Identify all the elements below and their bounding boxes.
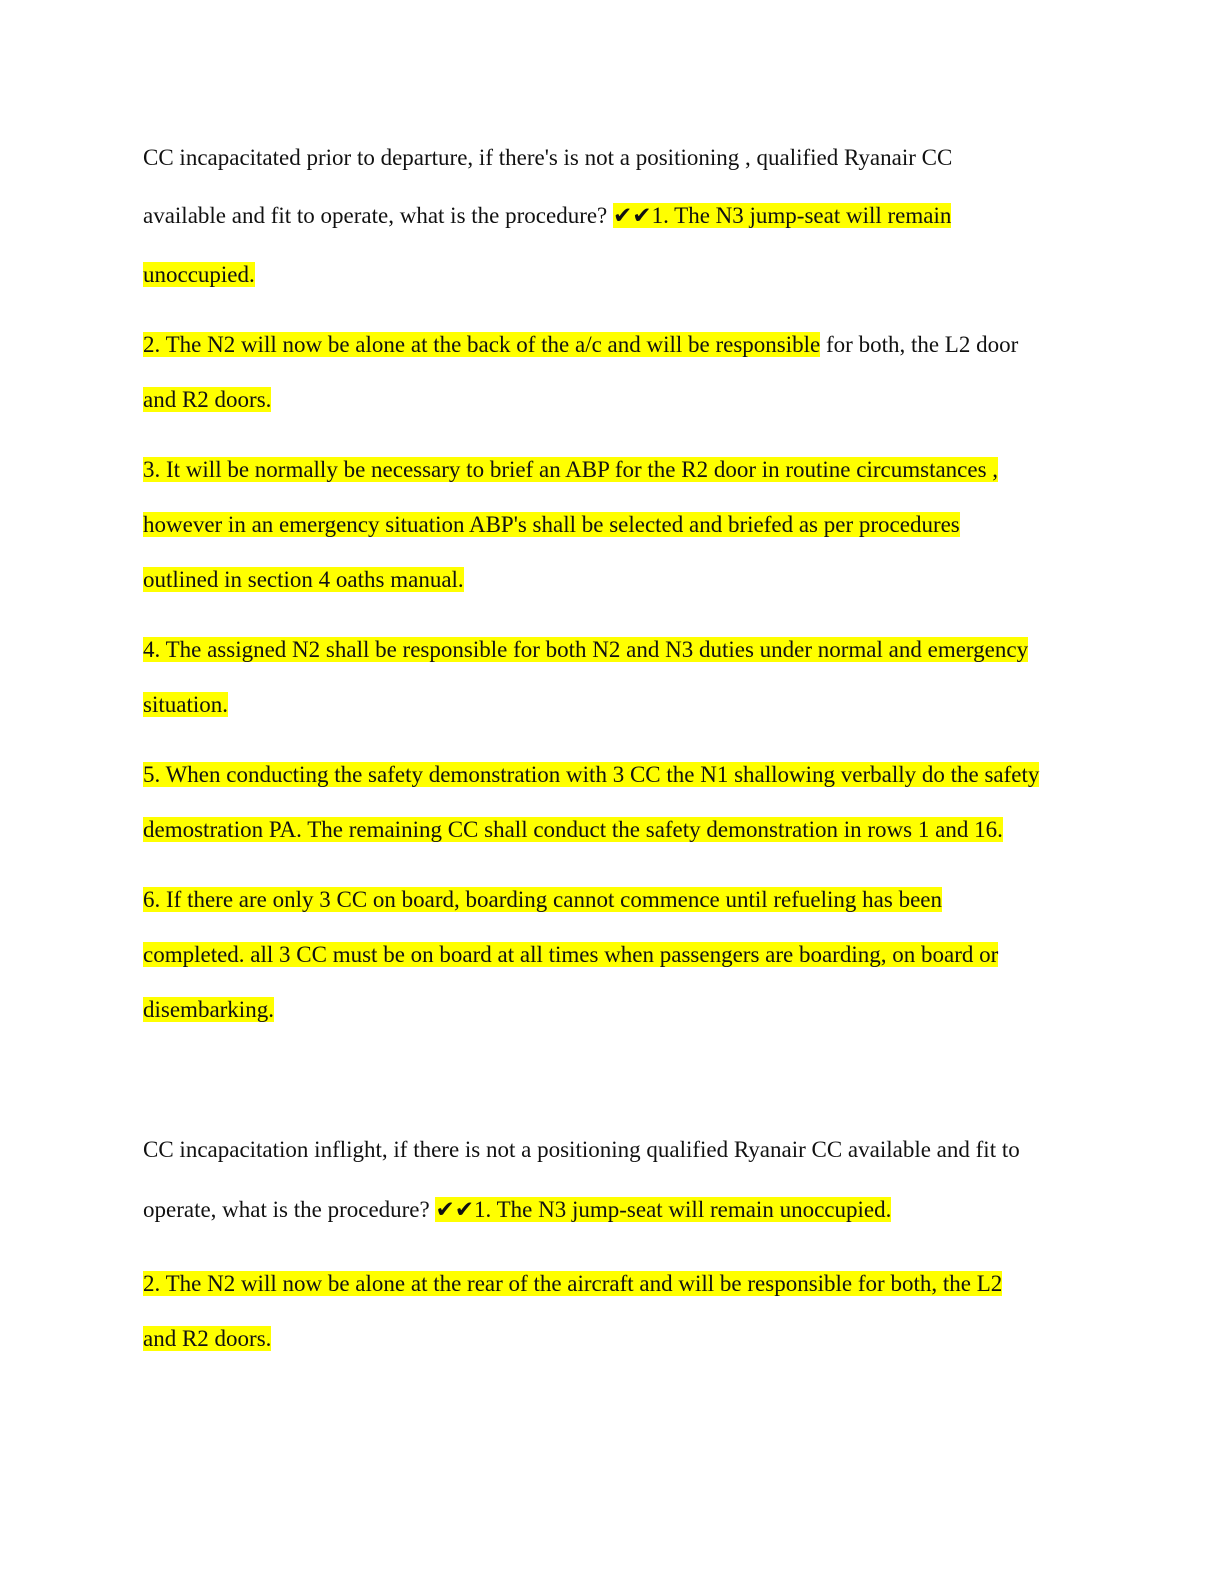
answer1-highlight: unoccupied. — [143, 262, 255, 287]
answer1-item3-line3 — [143, 564, 464, 596]
answer1-item6-line3 — [143, 994, 274, 1026]
answer1-item5-highlight: 5. When conducting the safety demonstration with 3 CC the N1 shallowing verbally do the safety — [143, 762, 1040, 787]
answer1-item4-line2 — [143, 689, 228, 721]
answer1-item5-highlight: demostration PA. The remaining CC shall conduct the safety demonstration in rows 1 and 16. — [143, 817, 1003, 842]
answer1-item6-highlight: completed. all 3 CC must be on board at all times when passengers are boarding, on board or — [143, 942, 999, 967]
question2-text: operate, what is the procedure? — [143, 1197, 436, 1222]
answer1-item4-highlight: situation. — [143, 692, 228, 717]
answer1-highlight: ✔✔1. The N3 jump-seat will remain — [613, 203, 952, 228]
question1-line2 — [143, 200, 951, 232]
answer1-item2-highlight: 2. The N2 will now be alone at the back of the a/c and will be responsible — [143, 332, 821, 357]
question2-line1 — [143, 1134, 1020, 1166]
answer1-item3-line1 — [143, 454, 998, 486]
answer2-highlight: ✔✔1. The N3 jump-seat will remain unoccupied. — [435, 1197, 892, 1222]
answer1-item6-highlight: disembarking. — [143, 997, 274, 1022]
answer1-item2-line2 — [143, 384, 271, 416]
answer1-item4-highlight: 4. The assigned N2 shall be responsible for both N2 and N3 duties under normal and emergency — [143, 637, 1029, 662]
answer1-item6-highlight: 6. If there are only 3 CC on board, boarding cannot commence until refueling has been — [143, 887, 942, 912]
answer1-item3-highlight: 3. It will be normally be necessary to brief an ABP for the R2 door in routine circumstances , — [143, 457, 999, 482]
answer1-item5-line1 — [143, 759, 1039, 791]
answer1-item2-plain: for both, the L2 door — [820, 332, 1019, 357]
answer1-item3-highlight: however in an emergency situation ABP's shall be selected and briefed as per procedures — [143, 512, 960, 537]
answer1-item2-line1 — [143, 329, 1018, 361]
question1-text: available and fit to operate, what is the procedure? — [143, 203, 614, 228]
answer1-item6-line1 — [143, 884, 942, 916]
answer1-item3-line2 — [143, 509, 960, 541]
answer1-item4-line1 — [143, 634, 1028, 666]
answer1-item6-line2 — [143, 939, 998, 971]
answer1-item5-line2 — [143, 814, 1003, 846]
question1-line1 — [143, 142, 952, 174]
answer1-item3-highlight: outlined in section 4 oaths manual. — [143, 567, 464, 592]
answer2-item2-line2 — [143, 1323, 271, 1355]
answer2-item2-highlight: and R2 doors. — [143, 1326, 272, 1351]
answer2-item2-highlight: 2. The N2 will now be alone at the rear of the aircraft and will be responsible for both, the L2 — [143, 1271, 1003, 1296]
answer1-line — [143, 259, 255, 291]
question1-text: CC incapacitated prior to departure, if there's is not a positioning , qualified Ryanair CC — [143, 145, 953, 170]
question2-text: CC incapacitation inflight, if there is not a positioning qualified Ryanair CC available and fit to — [143, 1137, 1020, 1162]
question2-line2 — [143, 1194, 891, 1226]
answer2-item2-line1 — [143, 1268, 1002, 1300]
answer1-item2-highlight: and R2 doors. — [143, 387, 272, 412]
